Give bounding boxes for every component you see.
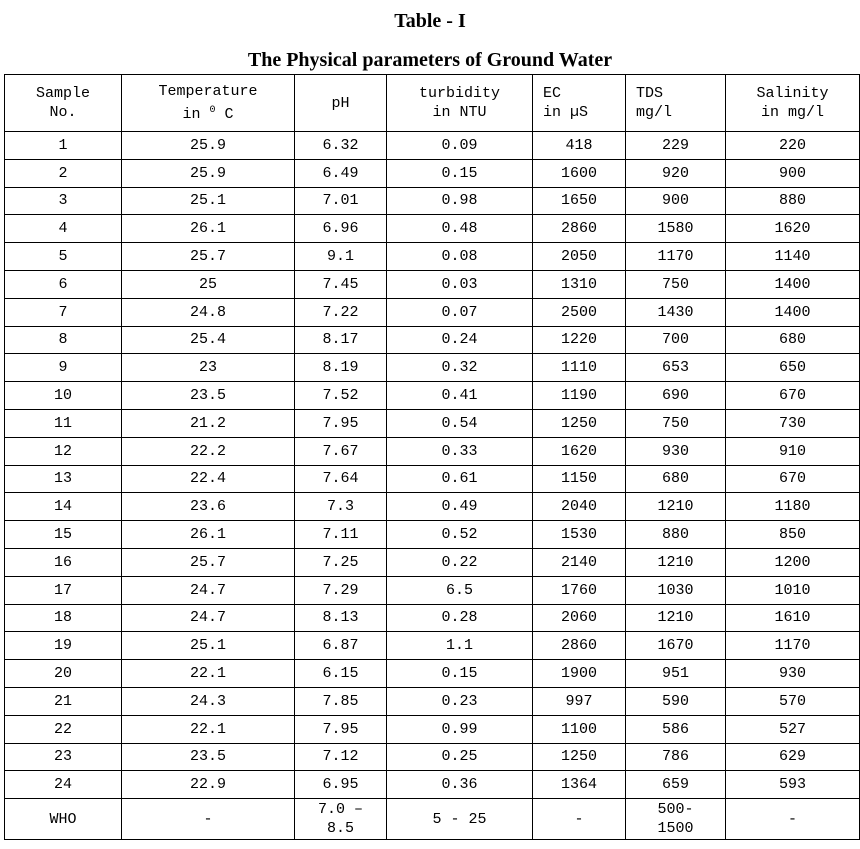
table-label: Table - I — [394, 10, 466, 32]
table-row — [5, 715, 860, 743]
salinity-cell: 593 — [726, 771, 860, 799]
turbidity-cell: 0.52 — [387, 521, 533, 549]
tds-cell: 1210 — [626, 548, 726, 576]
salinity-cell: 1170 — [726, 632, 860, 660]
tds-cell: 1430 — [626, 298, 726, 326]
ph-cell: 7.64 — [295, 465, 387, 493]
salinity-cell: 220 — [726, 132, 860, 160]
table-row — [5, 604, 860, 632]
salinity-cell: 930 — [726, 660, 860, 688]
table-row — [5, 521, 860, 549]
turbidity-cell: 0.49 — [387, 493, 533, 521]
tds-cell: 680 — [626, 465, 726, 493]
turbidity-cell: 0.08 — [387, 243, 533, 271]
ec-cell: 1110 — [533, 354, 626, 382]
turbidity-cell: 0.98 — [387, 187, 533, 215]
who-ec-cell: - — [533, 799, 626, 840]
ec-cell: 2140 — [533, 548, 626, 576]
turbidity-cell: 0.15 — [387, 159, 533, 187]
salinity-cell: 670 — [726, 465, 860, 493]
table-row — [5, 493, 860, 521]
ph-cell: 6.95 — [295, 771, 387, 799]
temperature-cell: 24.8 — [122, 298, 295, 326]
temperature-cell: 23.5 — [122, 743, 295, 771]
table-row — [5, 159, 860, 187]
ec-cell: 1100 — [533, 715, 626, 743]
turbidity-cell: 0.23 — [387, 687, 533, 715]
sample-no-cell: 11 — [5, 409, 122, 437]
sample-no-cell: 19 — [5, 632, 122, 660]
sample-no-cell: 8 — [5, 326, 122, 354]
turbidity-cell: 0.54 — [387, 409, 533, 437]
ph-cell: 7.67 — [295, 437, 387, 465]
turbidity-cell: 0.48 — [387, 215, 533, 243]
header-salinity: Salinity in mg/l — [726, 75, 860, 132]
sample-no-cell: 13 — [5, 465, 122, 493]
tds-cell: 653 — [626, 354, 726, 382]
table-row — [5, 215, 860, 243]
tds-cell: 590 — [626, 687, 726, 715]
ph-cell: 6.32 — [295, 132, 387, 160]
table-row — [5, 632, 860, 660]
tds-cell: 1030 — [626, 576, 726, 604]
temperature-cell: 25.9 — [122, 159, 295, 187]
ph-cell: 8.19 — [295, 354, 387, 382]
ph-cell: 9.1 — [295, 243, 387, 271]
who-salinity-cell: - — [726, 799, 860, 840]
ec-cell: 1530 — [533, 521, 626, 549]
ph-cell: 6.15 — [295, 660, 387, 688]
physical-parameters-table — [4, 74, 860, 840]
ec-cell: 2500 — [533, 298, 626, 326]
table-row — [5, 771, 860, 799]
tds-cell: 1670 — [626, 632, 726, 660]
ph-cell: 6.49 — [295, 159, 387, 187]
tds-cell: 900 — [626, 187, 726, 215]
ph-cell: 6.96 — [295, 215, 387, 243]
sample-no-cell: 12 — [5, 437, 122, 465]
table-row — [5, 437, 860, 465]
tds-cell: 786 — [626, 743, 726, 771]
sample-no-cell: 17 — [5, 576, 122, 604]
turbidity-cell: 0.28 — [387, 604, 533, 632]
temperature-cell: 23.6 — [122, 493, 295, 521]
salinity-cell: 850 — [726, 521, 860, 549]
ph-cell: 6.87 — [295, 632, 387, 660]
who-tds-cell: 500- 1500 — [626, 799, 726, 840]
salinity-cell: 670 — [726, 382, 860, 410]
ph-cell: 8.17 — [295, 326, 387, 354]
header-sample-no: Sample No. — [5, 75, 122, 132]
temperature-cell: 25.4 — [122, 326, 295, 354]
ph-cell: 7.85 — [295, 687, 387, 715]
tds-cell: 690 — [626, 382, 726, 410]
tds-cell: 1210 — [626, 604, 726, 632]
table-row — [5, 243, 860, 271]
sample-no-cell: 23 — [5, 743, 122, 771]
salinity-cell: 1610 — [726, 604, 860, 632]
salinity-cell: 527 — [726, 715, 860, 743]
temperature-cell: 26.1 — [122, 215, 295, 243]
table-row — [5, 687, 860, 715]
salinity-cell: 570 — [726, 687, 860, 715]
turbidity-cell: 0.36 — [387, 771, 533, 799]
header-tds: TDS mg/l — [626, 75, 726, 132]
table-row — [5, 465, 860, 493]
table-row — [5, 409, 860, 437]
ec-cell: 2050 — [533, 243, 626, 271]
who-temperature-cell: - — [122, 799, 295, 840]
ph-cell: 7.01 — [295, 187, 387, 215]
sample-no-cell: 9 — [5, 354, 122, 382]
ec-cell: 2060 — [533, 604, 626, 632]
salinity-cell: 1400 — [726, 298, 860, 326]
ec-cell: 418 — [533, 132, 626, 160]
header-turbidity: turbidity in NTU — [387, 75, 533, 132]
salinity-cell: 1140 — [726, 243, 860, 271]
turbidity-cell: 6.5 — [387, 576, 533, 604]
temperature-cell: 22.9 — [122, 771, 295, 799]
salinity-cell: 1010 — [726, 576, 860, 604]
sample-no-cell: 18 — [5, 604, 122, 632]
ec-cell: 1364 — [533, 771, 626, 799]
turbidity-cell: 0.07 — [387, 298, 533, 326]
turbidity-cell: 0.25 — [387, 743, 533, 771]
tds-cell: 750 — [626, 409, 726, 437]
table-row — [5, 354, 860, 382]
salinity-cell: 1200 — [726, 548, 860, 576]
tds-cell: 930 — [626, 437, 726, 465]
table-row — [5, 743, 860, 771]
salinity-cell: 1180 — [726, 493, 860, 521]
temperature-cell: 22.1 — [122, 660, 295, 688]
table-row — [5, 576, 860, 604]
temperature-cell: 24.7 — [122, 576, 295, 604]
salinity-cell: 880 — [726, 187, 860, 215]
ec-cell: 1150 — [533, 465, 626, 493]
table-title: The Physical parameters of Ground Water — [247, 49, 613, 71]
sample-no-cell: 5 — [5, 243, 122, 271]
tds-cell: 229 — [626, 132, 726, 160]
salinity-cell: 910 — [726, 437, 860, 465]
sample-no-cell: 3 — [5, 187, 122, 215]
sample-no-cell: 21 — [5, 687, 122, 715]
table-row — [5, 548, 860, 576]
temperature-cell: 25.7 — [122, 548, 295, 576]
ph-cell: 7.11 — [295, 521, 387, 549]
table-row — [5, 326, 860, 354]
table-row — [5, 298, 860, 326]
ec-cell: 1760 — [533, 576, 626, 604]
header-ph: pH — [295, 75, 387, 132]
temperature-cell: 22.1 — [122, 715, 295, 743]
header-ec: EC in µS — [533, 75, 626, 132]
turbidity-cell: 0.99 — [387, 715, 533, 743]
ph-cell: 7.25 — [295, 548, 387, 576]
temperature-cell: 22.2 — [122, 437, 295, 465]
salinity-cell: 650 — [726, 354, 860, 382]
salinity-cell: 900 — [726, 159, 860, 187]
ph-cell: 7.52 — [295, 382, 387, 410]
who-ph-cell: 7.0 – 8.5 — [295, 799, 387, 840]
turbidity-cell: 0.03 — [387, 270, 533, 298]
salinity-cell: 680 — [726, 326, 860, 354]
ph-cell: 7.12 — [295, 743, 387, 771]
turbidity-cell: 0.32 — [387, 354, 533, 382]
ec-cell: 1900 — [533, 660, 626, 688]
table-row — [5, 660, 860, 688]
temperature-cell: 21.2 — [122, 409, 295, 437]
turbidity-cell: 0.09 — [387, 132, 533, 160]
ec-cell: 1250 — [533, 743, 626, 771]
sample-no-cell: 20 — [5, 660, 122, 688]
temperature-cell: 25.1 — [122, 187, 295, 215]
ec-cell: 1310 — [533, 270, 626, 298]
ph-cell: 7.45 — [295, 270, 387, 298]
sample-no-cell: 4 — [5, 215, 122, 243]
ec-cell: 1250 — [533, 409, 626, 437]
tds-cell: 880 — [626, 521, 726, 549]
sample-no-cell: 16 — [5, 548, 122, 576]
ph-cell: 8.13 — [295, 604, 387, 632]
salinity-cell: 629 — [726, 743, 860, 771]
ph-cell: 7.95 — [295, 409, 387, 437]
ec-cell: 2040 — [533, 493, 626, 521]
table-row — [5, 382, 860, 410]
ph-cell: 7.29 — [295, 576, 387, 604]
ec-cell: 1620 — [533, 437, 626, 465]
ec-cell: 2860 — [533, 215, 626, 243]
temperature-cell: 25 — [122, 270, 295, 298]
turbidity-cell: 0.24 — [387, 326, 533, 354]
temperature-cell: 22.4 — [122, 465, 295, 493]
turbidity-cell: 1.1 — [387, 632, 533, 660]
tds-cell: 920 — [626, 159, 726, 187]
turbidity-cell: 0.15 — [387, 660, 533, 688]
tds-cell: 750 — [626, 270, 726, 298]
turbidity-cell: 0.61 — [387, 465, 533, 493]
turbidity-cell: 0.41 — [387, 382, 533, 410]
temperature-cell: 26.1 — [122, 521, 295, 549]
who-label-cell: WHO — [5, 799, 122, 840]
who-standard-row — [5, 799, 860, 840]
sample-no-cell: 14 — [5, 493, 122, 521]
sample-no-cell: 24 — [5, 771, 122, 799]
ec-cell: 1650 — [533, 187, 626, 215]
sample-no-cell: 22 — [5, 715, 122, 743]
temperature-cell: 24.7 — [122, 604, 295, 632]
tds-cell: 1580 — [626, 215, 726, 243]
temperature-cell: 25.9 — [122, 132, 295, 160]
tds-cell: 700 — [626, 326, 726, 354]
header-temperature: Temperature in $^0$ C — [122, 75, 295, 132]
ph-cell: 7.95 — [295, 715, 387, 743]
temperature-cell: 24.3 — [122, 687, 295, 715]
sample-no-cell: 6 — [5, 270, 122, 298]
ec-cell: 1600 — [533, 159, 626, 187]
salinity-cell: 1620 — [726, 215, 860, 243]
sample-no-cell: 10 — [5, 382, 122, 410]
salinity-cell: 1400 — [726, 270, 860, 298]
ec-cell: 1220 — [533, 326, 626, 354]
tds-cell: 951 — [626, 660, 726, 688]
table-row — [5, 270, 860, 298]
tds-cell: 1170 — [626, 243, 726, 271]
temperature-cell: 25.1 — [122, 632, 295, 660]
ec-cell: 1190 — [533, 382, 626, 410]
ec-cell: 997 — [533, 687, 626, 715]
table-row — [5, 187, 860, 215]
sample-no-cell: 2 — [5, 159, 122, 187]
temperature-cell: 23.5 — [122, 382, 295, 410]
header-row — [5, 75, 860, 132]
ph-cell: 7.3 — [295, 493, 387, 521]
sample-no-cell: 15 — [5, 521, 122, 549]
tds-cell: 586 — [626, 715, 726, 743]
who-turbidity-cell: 5 - 25 — [387, 799, 533, 840]
temperature-cell: 23 — [122, 354, 295, 382]
sample-no-cell: 7 — [5, 298, 122, 326]
salinity-cell: 730 — [726, 409, 860, 437]
ec-cell: 2860 — [533, 632, 626, 660]
sample-no-cell: 1 — [5, 132, 122, 160]
ph-cell: 7.22 — [295, 298, 387, 326]
tds-cell: 659 — [626, 771, 726, 799]
turbidity-cell: 0.33 — [387, 437, 533, 465]
tds-cell: 1210 — [626, 493, 726, 521]
table-row — [5, 132, 860, 160]
turbidity-cell: 0.22 — [387, 548, 533, 576]
temperature-cell: 25.7 — [122, 243, 295, 271]
